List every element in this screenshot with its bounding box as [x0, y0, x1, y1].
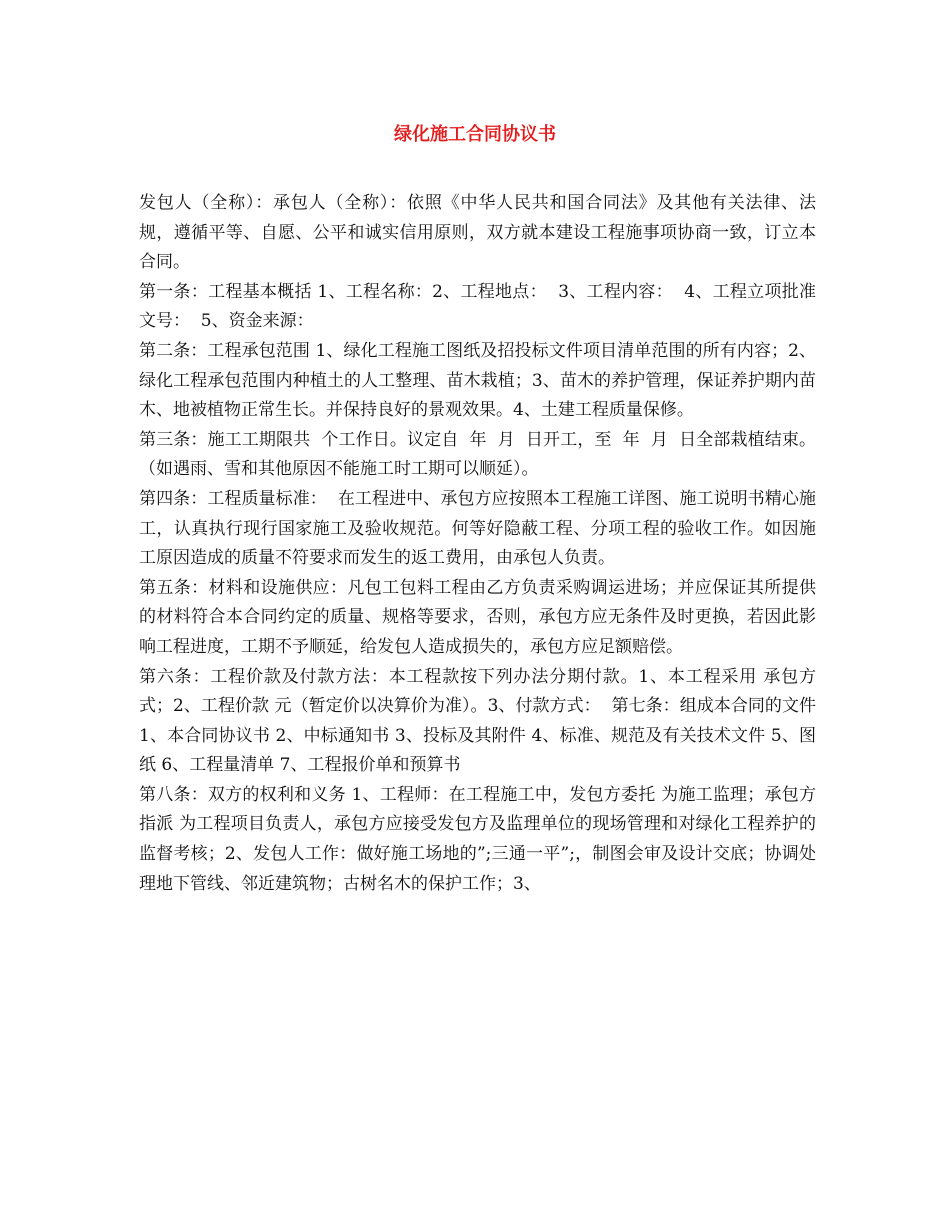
paragraph-parties: 发包人（全称）：承包人（全称）：依照《中华人民共和国合同法》及其他有关法律、法规，遵循平等、自愿、公平和诚实信用原则，双方就本建设工程施事项协商一致，订立本合同。: [139, 193, 816, 273]
paragraph-article-8: 第八条：双方的权利和义务 1、工程师：在工程施工中，发包方委托 为施工监理；承包方指派 为工程项目负责人，承包方应接受发包方及监理单位的现场管理和对绿化工程养护的监督考核；2、发包人工作：做好施工场地的”;三通一平”;，制图会审及设计交底；协调处理地下管线、邻近建筑物；古树名木的保护工作；3、: [139, 784, 816, 894]
paragraph-article-4: 第四条：工程质量标准： 在工程进中、承包方应按照本工程施工详图、施工说明书精心施工，认真执行现行国家施工及验收规范。何等好隐蔽工程、分项工程的验收工作。如因施工原因造成的质量不符要求而发生的返工费用，由承包人负责。: [139, 488, 816, 569]
paragraph-article-3: 第三条：施工工期限共 个工作日。议定自 年 月 日开工，至 年 月 日全部栽植结束。（如遇雨、雪和其他原因不能施工时工期可以顺延）。: [139, 429, 816, 480]
paragraph-article-1: 第一条：工程基本概括 1、工程名称：2、工程地点： 3、工程内容： 4、工程立项批准文号： 5、资金来源：: [139, 281, 816, 332]
paragraph-article-2: 第二条：工程承包范围 1、绿化工程施工图纸及招投标文件项目清单范围的所有内容；2、绿化工程承包范围内种植土的人工整理、苗木栽植；3、苗木的养护管理，保证养护期内苗木、地被植物正常生长。并保持良好的景观效果。4、土建工程质量保修。: [139, 340, 816, 421]
document-body: [139, 189, 822, 899]
document-title: 绿化施工合同协议书: [394, 124, 556, 145]
paragraph-article-6-7: 第六条：工程价款及付款方法：本工程款按下列办法分期付款。1、本工程采用 承包方式；2、工程价款 元（暂定价以决算价为准）。3、付款方式： 第七条：组成本合同的文件 1、本合同协议书 2、中标通知书 3、投标及其附件 4、标准、规范及有关技术文件 5、图纸 6、工程量清单 7、工程报价单和预算书: [139, 666, 822, 776]
paragraph-article-5: 第五条：材料和设施供应：凡包工包料工程由乙方负责采购调运进场；并应保证其所提供的材料符合本合同约定的质量、规格等要求，否则，承包方应无条件及时更换，若因此影响工程进度，工期不予顺延，给发包人造成损失的，承包方应足额赔偿。: [139, 577, 816, 657]
